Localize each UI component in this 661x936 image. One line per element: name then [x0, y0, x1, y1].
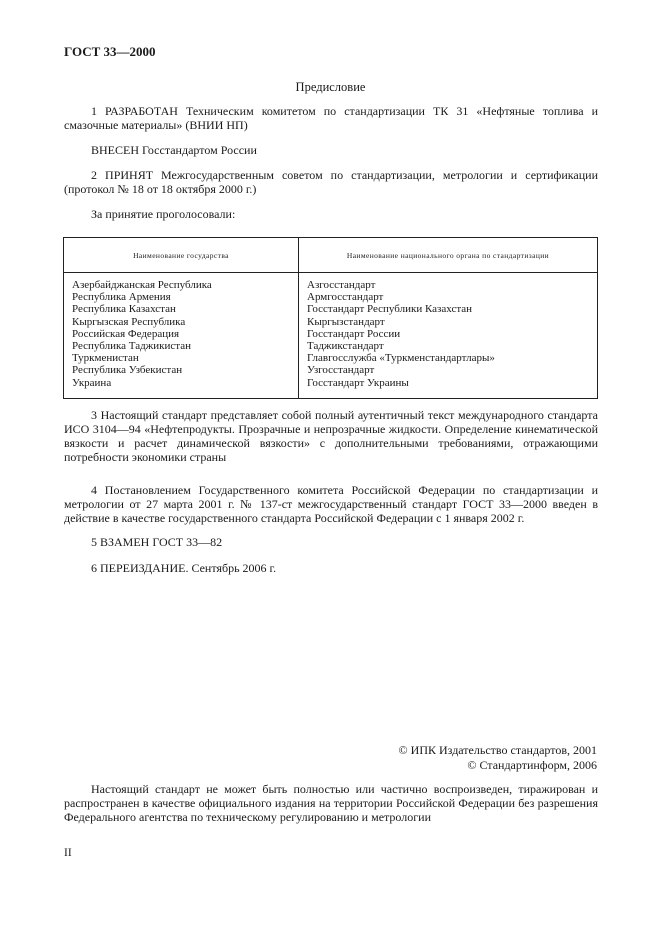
table-cell-state: Республика Узбекистан	[72, 364, 183, 377]
table-column-divider	[298, 238, 299, 398]
table-cell-body: Госстандарт России	[307, 327, 401, 340]
voting-table	[63, 237, 598, 399]
table-cell-state: Республика Казахстан	[72, 303, 176, 316]
table-column-states	[72, 279, 212, 389]
page-title: Предисловие	[295, 80, 366, 94]
paragraph-vote: За принятие проголосовали:	[91, 207, 236, 221]
table-cell-body: Азгосстандарт	[307, 279, 376, 291]
table-cell-state: Кыргызская Республика	[72, 315, 186, 328]
table-cell-body: Таджикстандарт	[307, 340, 384, 353]
table-cell-body: Главгосслужба «Туркменстандартлары»	[307, 352, 495, 365]
copyright-line-2: © Стандартинформ, 2006	[467, 758, 597, 772]
paragraph-reissue: 6 ПЕРЕИЗДАНИЕ. Сентябрь 2006 г.	[91, 561, 277, 575]
table-header-body: Наименование национального органа по стандартизации	[346, 251, 550, 260]
page-number: II	[64, 847, 72, 859]
table-cell-state: Азербайджанская Республика	[72, 279, 212, 291]
copyright-line-1: © ИПК Издательство стандартов, 2001	[398, 743, 597, 757]
table-cell-body: Узгосстандарт	[307, 364, 375, 377]
document-header: ГОСТ 33—2000	[64, 44, 156, 59]
reproduction-notice: Настоящий стандарт не может быть полностью или частично воспроизведен, тиражирован и распространен в качестве официального издания на территории Российской Федерации без разрешения Федерального агентства по техническому регулированию и метрологии	[64, 782, 598, 824]
paragraph-replaces: 5 ВЗАМЕН ГОСТ 33—82	[91, 535, 223, 549]
paragraph-resolution: 4 Постановлением Государственного комитета Российской Федерации по стандартизации и метрологии от 27 марта 2001 г. № 137-ст межгосударственный стандарт ГОСТ 33—2000 введен в действие в качестве государственного стандарта Российской Федерации с 1 января 2002 г.	[64, 483, 598, 525]
table-header-divider	[64, 272, 597, 273]
table-column-bodies	[307, 279, 495, 389]
table-cell-body: Кыргызстандарт	[307, 315, 385, 328]
table-cell-state: Республика Таджикистан	[72, 340, 191, 353]
table-cell-state: Украина	[72, 376, 112, 389]
paragraph-adopted: 2 ПРИНЯТ Межгосударственным советом по стандартизации, метрологии и сертификации (протокол № 18 от 18 октября 2000 г.)	[64, 168, 598, 196]
paragraph-developed: 1 РАЗРАБОТАН Техническим комитетом по стандартизации ТК 31 «Нефтяные топлива и смазочные материалы» (ВНИИ НП)	[64, 104, 598, 132]
table-cell-state: Республика Армения	[72, 291, 171, 304]
table-cell-state: Туркменистан	[72, 352, 139, 365]
table-header-state: Наименование государства	[133, 251, 229, 260]
table-cell-body: Госстандарт Республики Казахстан	[307, 303, 473, 316]
paragraph-standard-text: 3 Настоящий стандарт представляет собой полный аутентичный текст международного стандарта ИСО 3104—94 «Нефтепродукты. Прозрачные и непрозрачные жидкости. Определение кинематической вязкости и расчет динамической вязкости» с дополнительными требованиями, отражающими потребности экономики страны	[64, 408, 598, 464]
table-cell-state: Российская Федерация	[72, 327, 180, 340]
paragraph-introduced: ВНЕСЕН Госстандартом России	[91, 143, 257, 157]
table-cell-body: Армгосстандарт	[307, 291, 384, 304]
table-cell-body: Госстандарт Украины	[307, 376, 409, 389]
